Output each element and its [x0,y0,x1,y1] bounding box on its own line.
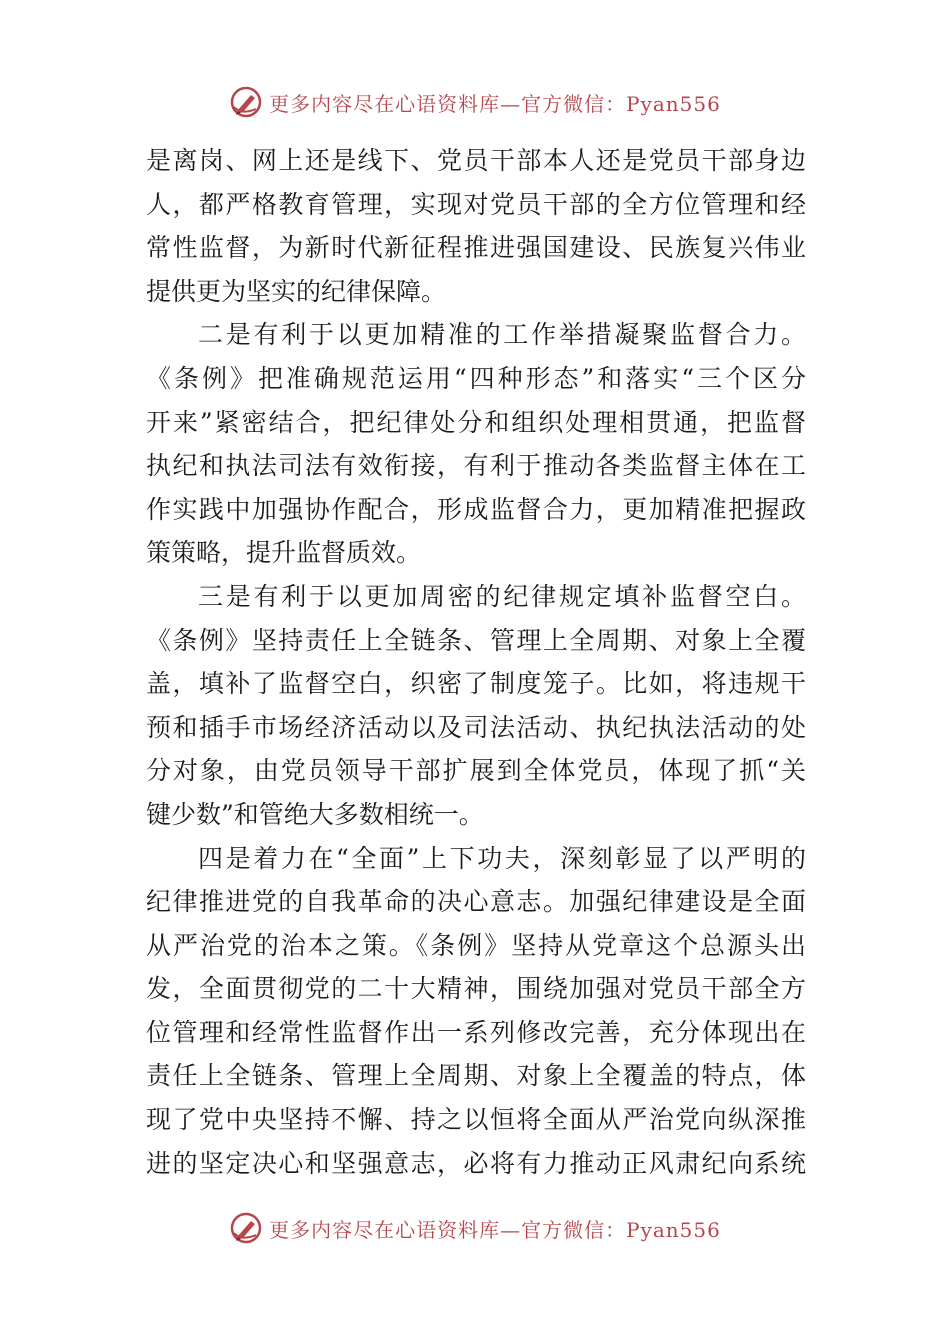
text-line: 作实践中加强协作配合，形成监督合力，更加精准把握政 [146,494,806,524]
text-line: 责任上全链条、管理上全周期、对象上全覆盖的特点，体 [146,1061,806,1091]
text-line: 纪律推进党的自我革命的决心意志。加强纪律建设是全面 [146,887,806,917]
text-line: 常性监督，为新时代新征程推进强国建设、民族复兴伟业 [146,233,806,263]
text-line: 发，全面贯彻党的二十大精神，围绕加强对党员干部全方 [146,974,806,1004]
paragraph-heading-3: 三是有利于以更加周密的纪律规定填补监督空白。 [198,581,806,611]
text-line: 预和插手市场经济活动以及司法活动、执纪执法活动的处 [146,712,806,742]
text-line: 分对象，由党员领导干部扩展到全体党员，体现了抓“关 [146,756,806,786]
text-line: 盖，填补了监督空白，织密了制度笼子。比如，将违规干 [146,669,806,699]
text-line: 是离岗、网上还是线下、党员干部本人还是党员干部身边 [146,146,806,175]
text-line: 《条例》把准确规范运用“四种形态”和落实“三个区分 [146,363,806,393]
header-banner [0,82,950,122]
text-line: 进的坚定决心和坚强意志，必将有力推动正风肃纪向系统 [146,1148,806,1178]
paragraph-heading-4: 四是着力在“全面”上下功夫，深刻彰显了以严明的 [198,843,806,873]
pen-circle-logo-icon [229,85,263,119]
text-line: 人，都严格教育管理，实现对党员干部的全方位管理和经 [146,189,806,219]
footer-banner-text: 更多内容尽在心语资料库—官方微信：Pyan556 [269,1217,721,1242]
text-line: 《条例》坚持责任上全链条、管理上全周期、对象上全覆 [146,625,806,655]
pen-circle-logo-icon [229,1211,263,1245]
text-line: 位管理和经常性监督作出一系列修改完善，充分体现出在 [146,1017,806,1047]
text-line: 策策略，提升监督质效。 [146,538,422,568]
text-line: 开来”紧密结合，把纪律处分和组织处理相贯通，把监督 [146,407,806,437]
text-line: 提供更为坚实的纪律保障。 [146,276,447,306]
footer-banner [0,1208,950,1248]
document-body [146,139,806,1185]
paragraph-heading-2: 二是有利于以更加精准的工作举措凝聚监督合力。 [198,320,806,350]
text-line: 执纪和执法司法有效衔接，有利于推动各类监督主体在工 [146,451,806,481]
header-banner-text: 更多内容尽在心语资料库—官方微信：Pyan556 [269,91,721,116]
text-line: 现了党中央坚持不懈、持之以恒将全面从严治党向纵深推 [146,1105,806,1135]
text-line: 键少数”和管绝大多数相统一。 [146,799,484,829]
text-line: 从严治党的治本之策。《条例》坚持从党章这个总源头出 [146,930,806,960]
